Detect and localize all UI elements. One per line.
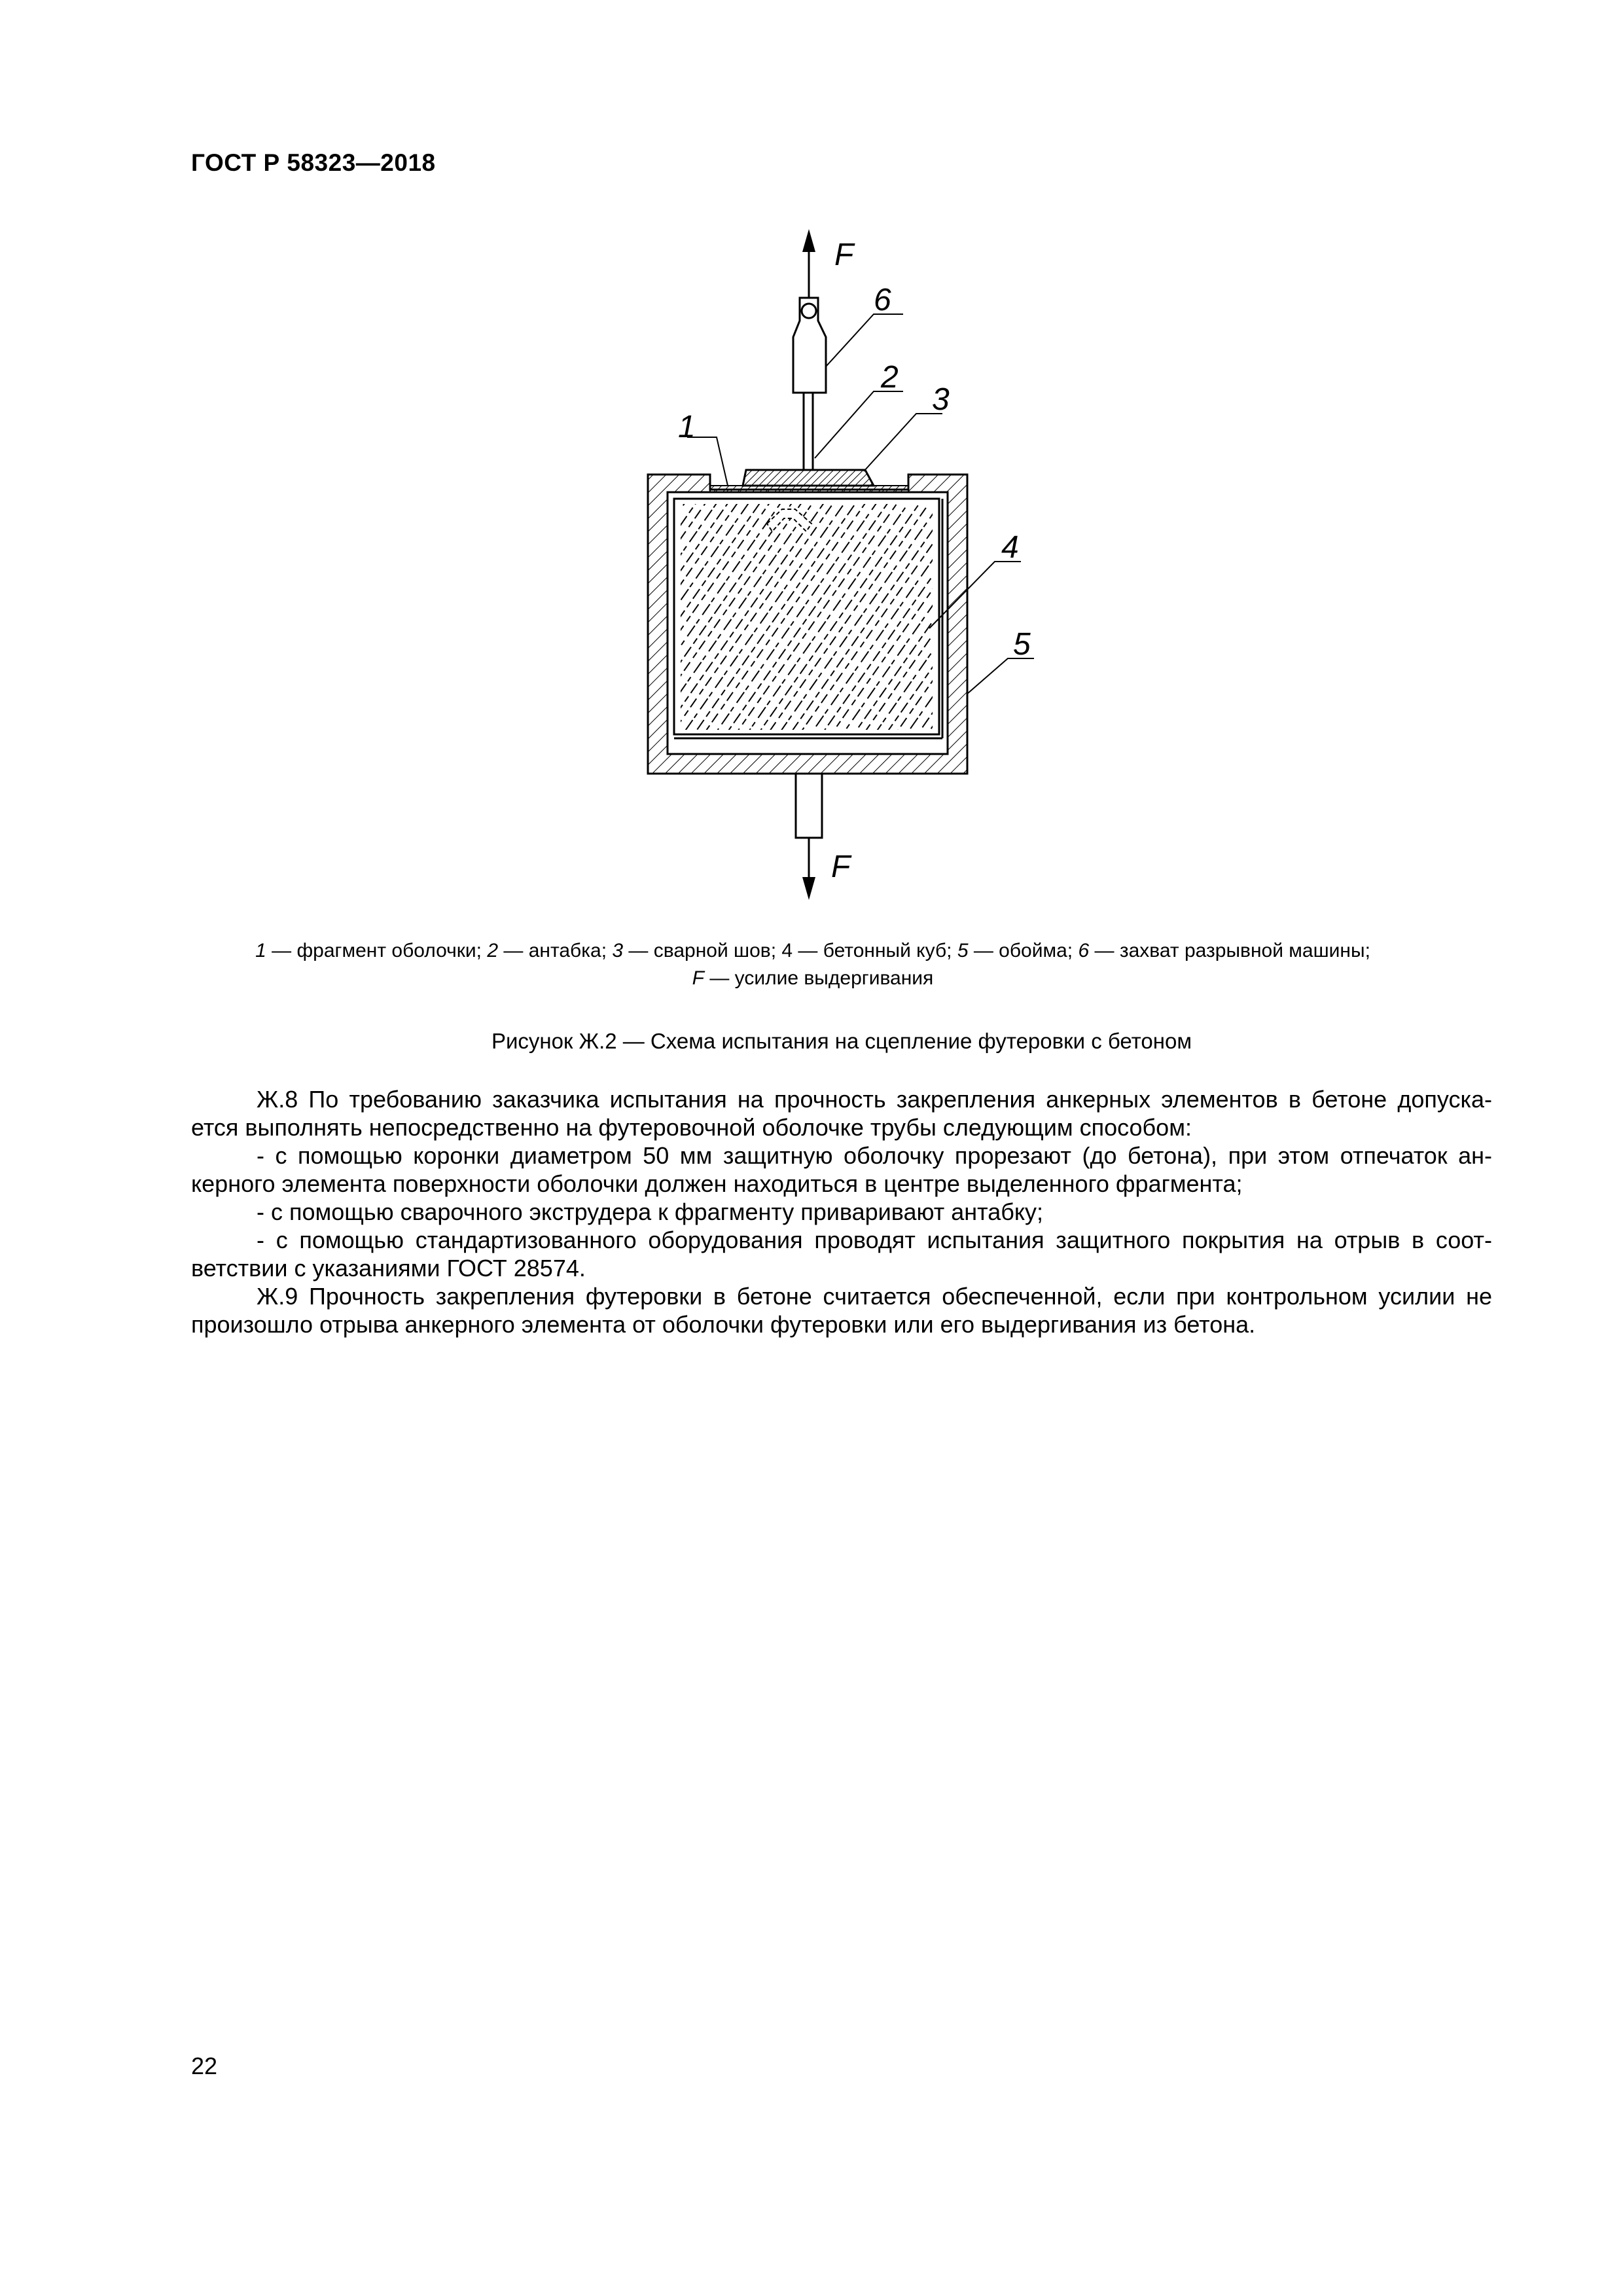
- legend-num-4: 4: [781, 940, 793, 961]
- figure-caption: Рисунок Ж.2 — Схема испытания на сцепление футеровки с бетоном: [491, 1029, 1192, 1053]
- legend-text-1: — фрагмент оболочки;: [266, 940, 488, 961]
- machine-grip: [793, 288, 826, 393]
- callout-1: 1: [678, 410, 696, 444]
- force-label-bottom: F: [831, 850, 851, 884]
- force-arrow-top: [802, 229, 815, 288]
- legend-text-2: — антабка;: [498, 940, 613, 961]
- callout-6: 6: [874, 283, 891, 317]
- callout-4: 4: [1001, 530, 1019, 565]
- body-text: [191, 1085, 1492, 1338]
- callout-2: 2: [881, 360, 899, 395]
- force-label-top: F: [834, 238, 854, 272]
- legend-num-6: 6: [1078, 940, 1090, 961]
- legend-num-f: F: [692, 967, 704, 989]
- test-scheme-diagram: [589, 223, 1073, 910]
- paragraph-line: - с помощью стандартизованного оборудования проводят испытания защитного покрытия на отрыв в соот-: [257, 1227, 1492, 1253]
- legend-text-3: — сварной шов;: [623, 940, 782, 961]
- legend-num-1: 1: [255, 940, 266, 961]
- legend-num-5: 5: [957, 940, 969, 961]
- callout-5: 5: [1013, 627, 1031, 662]
- paragraph-line: Ж.9 Прочность закрепления футеровки в бетоне считается обеспеченной, если при контрольном усилии не: [257, 1283, 1492, 1310]
- callout-3: 3: [932, 382, 950, 417]
- figure-legend-line-1: [191, 937, 1435, 965]
- concrete-cube: [674, 499, 942, 738]
- force-arrow-bottom: [802, 838, 815, 900]
- paragraph-line: произошло отрыва анкерного элемента от оболочки футеровки или его выдергивания из бетона.: [191, 1311, 1256, 1338]
- page-number: 22: [191, 2053, 218, 2079]
- document-header: ГОСТ Р 58323—2018: [191, 149, 436, 176]
- legend-num-2: 2: [487, 940, 499, 961]
- legend-text-f: — усилие выдергивания: [704, 967, 934, 989]
- paragraph-line: ветствии с указаниями ГОСТ 28574.: [191, 1255, 586, 1282]
- legend-text-5: — обойма;: [968, 940, 1079, 961]
- figure-legend-line-2: [191, 965, 1435, 992]
- test-scheme-figure: [589, 223, 1073, 910]
- paragraph-line: - с помощью коронки диаметром 50 мм защитную оболочку прорезают (до бетона), при этом отпечаток ан-: [257, 1142, 1492, 1169]
- paragraph-line: ется выполнять непосредственно на футеровочной оболочке трубы следующим способом:: [191, 1114, 1192, 1141]
- paragraph-line: керного элемента поверхности оболочки должен находиться в центре выделенного фрагмента;: [191, 1170, 1243, 1197]
- paragraph-line: Ж.8 По требованию заказчика испытания на прочность закрепления анкерных элементов в бетоне допуска-: [257, 1086, 1492, 1113]
- legend-num-3: 3: [612, 940, 624, 961]
- weld-seam: [743, 470, 874, 486]
- bottom-rod: [796, 774, 822, 838]
- legend-text-6: — захват разрывной машины;: [1089, 940, 1370, 961]
- legend-text-4: — бетонный куб;: [793, 940, 957, 961]
- paragraph-line: - с помощью сварочного экструдера к фрагменту приваривают антабку;: [257, 1198, 1043, 1225]
